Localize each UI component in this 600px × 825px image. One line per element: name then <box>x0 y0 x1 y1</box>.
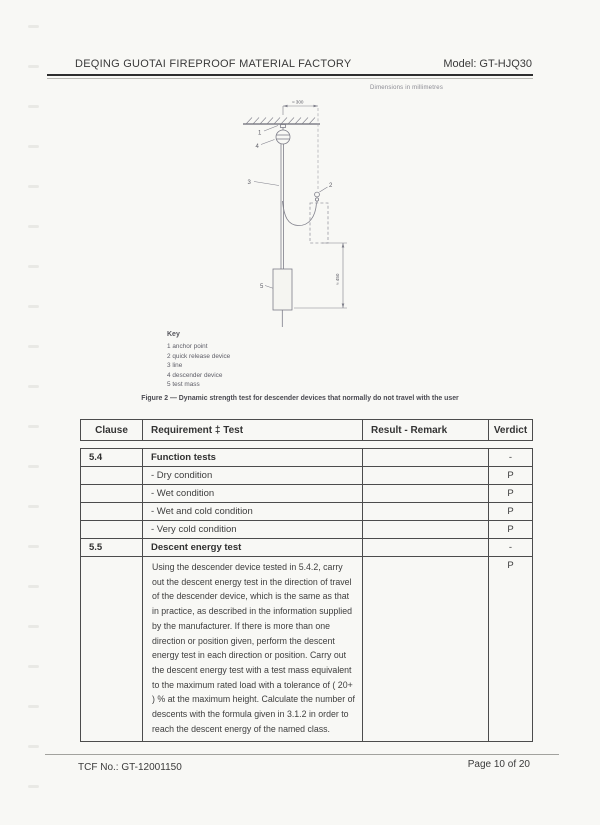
verdict-cell: P <box>489 521 533 539</box>
tcf-number: TCF No.: GT-12001150 <box>78 762 182 773</box>
table-row <box>81 467 533 485</box>
binding-mark <box>28 465 39 468</box>
key-item: 3 line <box>167 362 183 370</box>
top-dimension-label: ≈ 300 <box>292 99 304 105</box>
table-row <box>81 539 533 557</box>
figure-diagram <box>230 95 370 340</box>
results-table <box>80 448 533 742</box>
binding-mark <box>28 785 39 788</box>
right-dimension-label: ≈ 450 <box>335 273 340 285</box>
req-cell: - Wet and cold condition <box>143 503 363 521</box>
anchor-point-shape <box>281 125 286 131</box>
key-item: 5 test mass <box>167 381 200 389</box>
clause-cell: 5.5 <box>81 539 143 557</box>
binding-mark <box>28 425 39 428</box>
binding-mark <box>28 385 39 388</box>
diagram-label-2: 2 <box>329 183 333 189</box>
binding-mark <box>28 225 39 228</box>
table-row <box>81 503 533 521</box>
table-row <box>81 449 533 467</box>
header-rule <box>47 74 533 76</box>
table-row <box>81 521 533 539</box>
binding-mark <box>28 345 39 348</box>
header-verdict: Verdict <box>489 420 533 441</box>
binding-mark <box>28 545 39 548</box>
clause-cell <box>81 503 143 521</box>
verdict-cell: - <box>489 539 533 557</box>
company-name: DEQING GUOTAI FIREPROOF MATERIAL FACTORY <box>75 58 352 70</box>
clause-cell <box>81 521 143 539</box>
ceiling-hatch <box>246 118 315 125</box>
binding-mark <box>28 665 39 668</box>
result-cell <box>363 521 489 539</box>
header-rule-shadow <box>47 78 533 79</box>
binding-mark <box>28 745 39 748</box>
verdict-cell: P <box>489 503 533 521</box>
slack-line-curve <box>283 201 317 226</box>
key-title: Key <box>167 331 180 338</box>
result-cell <box>363 503 489 521</box>
req-cell: - Dry condition <box>143 467 363 485</box>
result-cell <box>363 467 489 485</box>
results-table-header <box>80 419 533 441</box>
verdict-cell: - <box>489 449 533 467</box>
descender-device-shape <box>276 130 290 144</box>
key-items <box>167 342 230 390</box>
binding-mark <box>28 145 39 148</box>
table-row <box>81 557 533 742</box>
clause-cell <box>81 467 143 485</box>
clause-cell <box>81 557 143 742</box>
binding-mark <box>28 625 39 628</box>
header-requirement-test: Requirement ‡ Test <box>143 420 363 441</box>
diagram-label-5: 5 <box>260 284 264 290</box>
binding-mark <box>28 65 39 68</box>
diagram-label-1: 1 <box>258 130 262 137</box>
clause-cell <box>81 485 143 503</box>
test-mass-shape <box>273 269 292 310</box>
req-cell: Descent energy test <box>143 539 363 557</box>
binding-mark <box>28 585 39 588</box>
header-result-remark: Result - Remark <box>363 420 489 441</box>
quick-release-device-shape <box>315 192 320 203</box>
label-leaders <box>254 126 328 292</box>
header-clause: Clause <box>81 420 143 441</box>
req-cell: Using the descender device tested in 5.4.2, carry out the descent energy test in the direction of travel of the descender device, which is the same as that in practice, as described in the information supplied by the manufacturer. If there is more than one direction or position given, perform the descent energy test in each direction or position. Carry out the descent energy test with a test mass equivalent to the maximum rated load with a tolerance of ( 20+ ) % at the maximum height. Calculate the number of descents with the formula given in 3.1.2 in order to reach the descent energy of the named class. <box>143 557 363 742</box>
page-number: Page 10 of 20 <box>467 759 530 770</box>
footer-rule <box>45 754 559 755</box>
figure-caption: Figure 2 — Dynamic strength test for descender devices that normally do not travel with the user <box>141 395 459 402</box>
table-row <box>81 485 533 503</box>
result-cell <box>363 557 489 742</box>
binding-mark <box>28 105 39 108</box>
req-cell: - Very cold condition <box>143 521 363 539</box>
binding-mark <box>28 265 39 268</box>
binding-mark <box>28 505 39 508</box>
result-cell <box>363 539 489 557</box>
verdict-cell: P <box>489 467 533 485</box>
diagram-label-4: 4 <box>255 144 259 150</box>
key-item: 4 descender device <box>167 371 223 379</box>
key-item: 2 quick release device <box>167 352 231 360</box>
key-item: 1 anchor point <box>167 343 208 350</box>
result-cell <box>363 449 489 467</box>
binding-mark <box>28 25 39 28</box>
dimensions-note: Dimensions in millimetres <box>370 85 444 91</box>
verdict-cell: P <box>489 557 533 742</box>
clause-cell: 5.4 <box>81 449 143 467</box>
req-cell: - Wet condition <box>143 485 363 503</box>
verdict-cell: P <box>489 485 533 503</box>
model-label: Model: GT-HJQ30 <box>443 58 532 70</box>
req-cell: Function tests <box>143 449 363 467</box>
result-cell <box>363 485 489 503</box>
raised-mass-outline <box>310 203 328 243</box>
binding-mark <box>28 705 39 708</box>
binding-mark <box>28 185 39 188</box>
top-dimension <box>283 106 318 191</box>
diagram-label-3: 3 <box>247 180 251 186</box>
binding-mark <box>28 305 39 308</box>
figure-key <box>167 331 230 390</box>
